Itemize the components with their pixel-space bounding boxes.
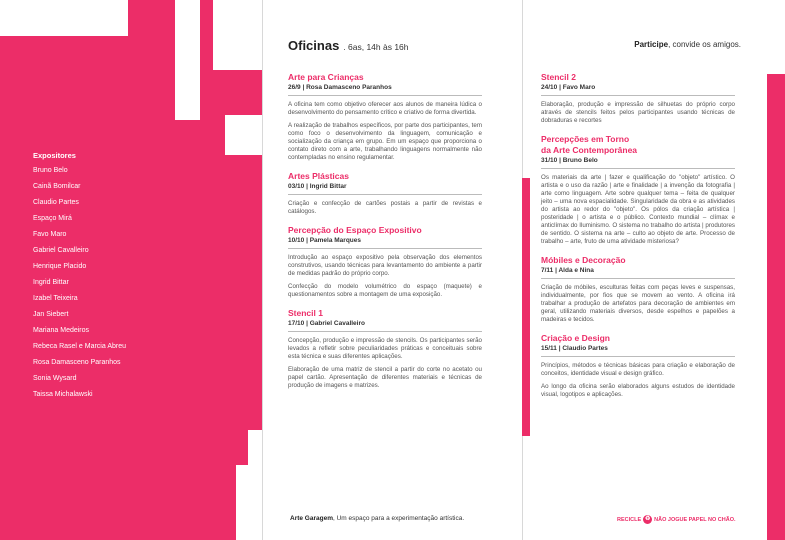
- exhibitor-name: Cainã Bomilcar: [33, 183, 81, 190]
- white-block-decoration: [225, 115, 262, 155]
- white-block-decoration: [0, 0, 128, 36]
- exhibitor-name: Gabriel Cavalleiro: [33, 247, 89, 254]
- workshop-block: [541, 255, 735, 324]
- workshops-column-right: [541, 72, 735, 408]
- page-title: Oficinas . 6as, 14h às 16h: [288, 38, 409, 53]
- workshop-description: Criação de móbiles, esculturas feitas com peças leves e suspensas, individualmente, por fios que se movem ao vento. A oficina irá trabalhar a produção de artefatos para decoração de ambientes em geral, utilizando materiais diversos, desde espelhos e papelões a madeiras e tecidos.: [541, 284, 735, 323]
- white-block-decoration: [213, 0, 262, 70]
- workshop-description: Concepção, produção e impressão de stencils. Os participantes serão levados a refletir sobre peculiaridades práticas e conceituais sobre esta técnica e suas diferentes aplicações.: [288, 337, 482, 360]
- workshop-block: [288, 308, 482, 390]
- exhibitor-name: Rosa Damasceno Paranhos: [33, 359, 121, 366]
- invite-text: Participe, convide os amigos.: [634, 40, 741, 49]
- pink-side-bar: [767, 74, 785, 540]
- workshop-block: [288, 225, 482, 299]
- workshop-date-instructor: 31/10 | Bruno Belo: [541, 156, 735, 169]
- white-block-decoration: [248, 430, 262, 470]
- exhibitor-name: Henrique Placido: [33, 263, 87, 270]
- recycle-footer: RECICLE ♻ NÃO JOGUE PAPEL NO CHÃO.: [617, 516, 736, 523]
- workshop-description: Princípios, métodos e técnicas básicas para criação e elaboração de conceitos, identidade visual e design gráfico.: [541, 362, 735, 377]
- workshop-description: Ao longo da oficina serão elaborados alguns estudos de identidade visual, logotipos e aplicações.: [541, 383, 735, 398]
- pink-inner-bar: [522, 178, 530, 436]
- workshop-date-instructor: 10/10 | Pamela Marques: [288, 236, 482, 249]
- workshop-date-instructor: 15/11 | Claudio Partes: [541, 344, 735, 357]
- workshop-block: [541, 134, 735, 246]
- exhibitors-list: [33, 167, 126, 407]
- white-block-decoration: [175, 0, 200, 120]
- workshop-title: Arte para Crianças: [288, 72, 364, 82]
- workshop-title: Stencil 1: [288, 308, 323, 318]
- workshop-block: [541, 333, 735, 399]
- workshop-description: Introdução ao espaço expositivo pela observação dos elementos construtivos, usando técnicas para levantamento do ambiente a partir de medidas padrão do próprio corpo.: [288, 254, 482, 277]
- exhibitor-name: Bruno Belo: [33, 167, 68, 174]
- exhibitor-name: Espaço Mirá: [33, 215, 72, 222]
- workshop-title: Stencil 2: [541, 72, 576, 82]
- exhibitor-name: Jan Siebert: [33, 311, 69, 318]
- workshop-date-instructor: 7/11 | Alda e Nina: [541, 266, 735, 279]
- schedule-text: . 6as, 14h às 16h: [343, 42, 409, 52]
- workshop-description: Elaboração de uma matriz de stencil a partir do corte no acetato ou papel cartão. Apresentação de diferentes materiais e técnicas de produção de imagens e matrizes.: [288, 366, 482, 389]
- workshop-description: Elaboração, produção e impressão de silhuetas do próprio corpo através de stencils feitos pelos participantes usando técnicas de dobraduras e recortes: [541, 101, 735, 124]
- workshop-description: Confecção do modelo volumétrico do espaço (maquete) e questionamentos sobre a montagem de uma exposição.: [288, 283, 482, 298]
- workshop-block: [288, 171, 482, 216]
- exhibitor-name: Mariana Medeiros: [33, 327, 90, 334]
- workshop-title: Percepções em Torno da Arte Contemporânea: [541, 134, 638, 155]
- workshops-column-left: [288, 72, 482, 399]
- recycle-icon: ♻: [644, 516, 651, 522]
- exhibitor-name: Claudio Partes: [33, 199, 79, 206]
- exhibitor-name: Rebeca Rasel e Marcia Abreu: [33, 343, 126, 350]
- workshop-date-instructor: 03/10 | Ingrid Bittar: [288, 182, 482, 195]
- white-block-decoration: [236, 465, 262, 540]
- exhibitor-name: Izabel Teixeira: [33, 295, 78, 302]
- workshop-title: Percepção do Espaço Expositivo: [288, 225, 422, 235]
- workshop-description: Criação e confecção de cartões postais a partir de revistas e catálogos.: [288, 200, 482, 215]
- footer-middle: Arte Garagem, Um espaço para a experimentação artística.: [290, 515, 465, 522]
- workshop-date-instructor: 24/10 | Favo Maro: [541, 83, 735, 96]
- workshop-block: [288, 72, 482, 162]
- workshop-title: Artes Plásticas: [288, 171, 349, 181]
- exhibitor-name: Sonia Wysard: [33, 375, 77, 382]
- exhibitors-heading: Expositores: [33, 151, 76, 160]
- workshop-description: A realização de trabalhos específicos, por parte dos participantes, tem como foco o desenvolvimento da linguagem, comunicação e socialização da criança em grupo. Em um espaço que proporciona o contato direto com a arte, trabalhando linguagens normalmente não contempladas no ensino regulamentar.: [288, 122, 482, 161]
- exhibitor-name: Favo Maro: [33, 231, 67, 238]
- workshop-block: [541, 72, 735, 125]
- workshop-title: Criação e Design: [541, 333, 610, 343]
- exhibitor-name: Ingrid Bittar: [33, 279, 69, 286]
- workshop-description: Os materiais da arte | fazer e qualificação do "objeto" artístico. O artista e o uso da razão | arte e finalidade | a invenção da fotografia | arte como linguagem. Arte sobre qualquer tema – feita de qualquer jeito – uma nova espacialidade. Singularidade da obra e as atividades do artista ao redor do "objeto". Os pólos da criação artística | posteridade | o artista e o público. Contexto mundial – clímax e anticlímax do Iluminismo. O sistema no trabalho do artista | produtores de sentido. O sistema na arte – culto ao objeto de arte. Processo de trabalho – arte, fruto de uma atividade misteriosa?: [541, 174, 735, 245]
- workshop-date-instructor: 17/10 | Gabriel Cavalleiro: [288, 319, 482, 332]
- workshop-title: Móbiles e Decoração: [541, 255, 626, 265]
- workshop-description: A oficina tem como objetivo oferecer aos alunos de maneira lúdica o desenvolvimento do pensamento crítico e criativo de forma divertida.: [288, 101, 482, 116]
- workshop-date-instructor: 26/9 | Rosa Damasceno Paranhos: [288, 83, 482, 96]
- exhibitor-name: Taissa Michalawski: [33, 391, 93, 398]
